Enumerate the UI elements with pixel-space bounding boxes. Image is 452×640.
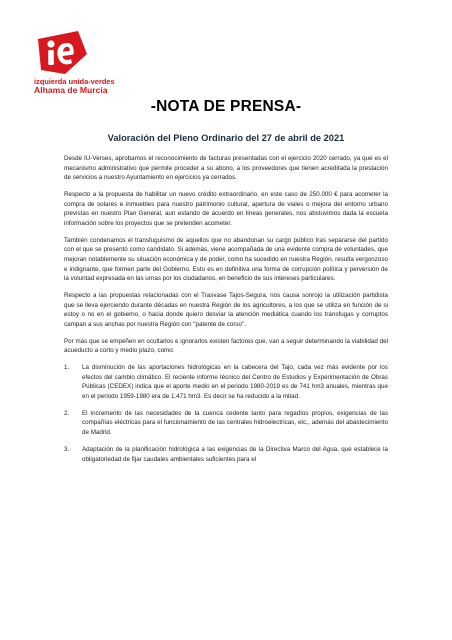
paragraph: Desde IU-Verses, aprobamos el reconocimiento de facturas presentadas con el ejercicio 2020 cerrado, ya que es el mecanismo administrativo que permite proceder a su abono, a los proveedores que tienen acreditada la prestación de servicios a nuestro Ayuntamiento en ejercicios ya cerrados. — [64, 155, 388, 182]
list-item — [64, 409, 388, 438]
logo-text-line2: Alhama de Murcia — [34, 85, 108, 95]
document-title: -NOTA DE PRENSA- — [150, 98, 302, 115]
list-item-number: 1. — [64, 364, 70, 372]
logo-text-line1: izquierda unida-verdes — [34, 77, 115, 86]
list-item-number: 3. — [64, 445, 70, 453]
list-item-text: La disminución de las aportaciones hidrológicas en la cabecera del Tajo, cada vez más evidente por los efectos del cambio climático. El reciente informe técnico del Centro de Estudios y Experimentación de Obras Públicas (CEDEX) indica que el aporte medio en el periodo 1980-2019 es de 741 hm3 anuales, mientras que en el periodo 1959-1980 era de 1.471 hm3. Es decir se ha reducido a la mitad. — [82, 364, 388, 400]
paragraph: Por más que se empeñen en ocultarlos e ignorarlos existen factores que, van a seguir determinando la viabilidad del acueducto a corto y medio plazo, como: — [64, 337, 388, 355]
party-logo — [34, 30, 126, 95]
document-body — [64, 154, 388, 471]
list-item — [64, 445, 388, 464]
list-item-number: 2. — [64, 409, 70, 417]
list-item-text: El incremento de las necesidades de la cuenca cedente tanto para regadíos propios, exigencias de las compañías eléctricas para el funcionamiento de las centrales hidroelectricas, etc., además del abastecimiento de Madrid. — [82, 409, 388, 437]
list-item — [64, 363, 388, 401]
paragraph: Respecto a la propuesta de habilitar un nuevo crédito extraordinario, en este caso de 250.000 € para acometer la compra de solares e inmuebles para nuestro patrimonio cultural, apertura de viales o mejora del entorno urbano previstas en nuestro Plan General, aun estando de acuerdo en líneas generales, nos abstuvimos dada la escueta información sobre los proyectos que se pretenden acometer. — [64, 191, 388, 227]
paragraph: Respecto a las propuestas relacionadas con el Trasvase Tajos-Segura, nos causa sonrojo la utilización partidista que se lleva ejerciendo durante décadas en nuestra Región de los agricultores, a los que se utiliza en función de si estoy o no en el gobierno, o hacia donde quiero desviar la atención mediática cuando los tránsfugas y corruptos campan a sus anchas por nuestra Región con "patente de corso". — [64, 292, 388, 328]
document-subtitle: Valoración del Pleno Ordinario del 27 de abril de 2021 — [107, 133, 345, 143]
list-item-text: Adaptación de la planificación hidrológica a las exigencias de la Directiva Marco del Agua, que establece la obligatoriedad de fijar caudales ambientales suficientes para el — [82, 445, 388, 463]
paragraph: También condenamos el transfuguismo de aquellos que no abandonan su cargo público tras separarse del partido con el que se presentó como candidato. Si además, viene acompañada de una evidente compra de voluntades, que mejoran notablemente su situación económica y de poder, como ha sucedido en nuestra Región, resulta vergonzoso e indignante, que formen parte del Gobierno. Esto es en definitiva una forma de corrupción política y perversión de la voluntad expresada en las urnas por los ciudadanos, en beneficio de sus intereses particulares. — [64, 236, 388, 283]
numbered-list — [64, 363, 388, 464]
party-logo-icon — [35, 30, 91, 76]
